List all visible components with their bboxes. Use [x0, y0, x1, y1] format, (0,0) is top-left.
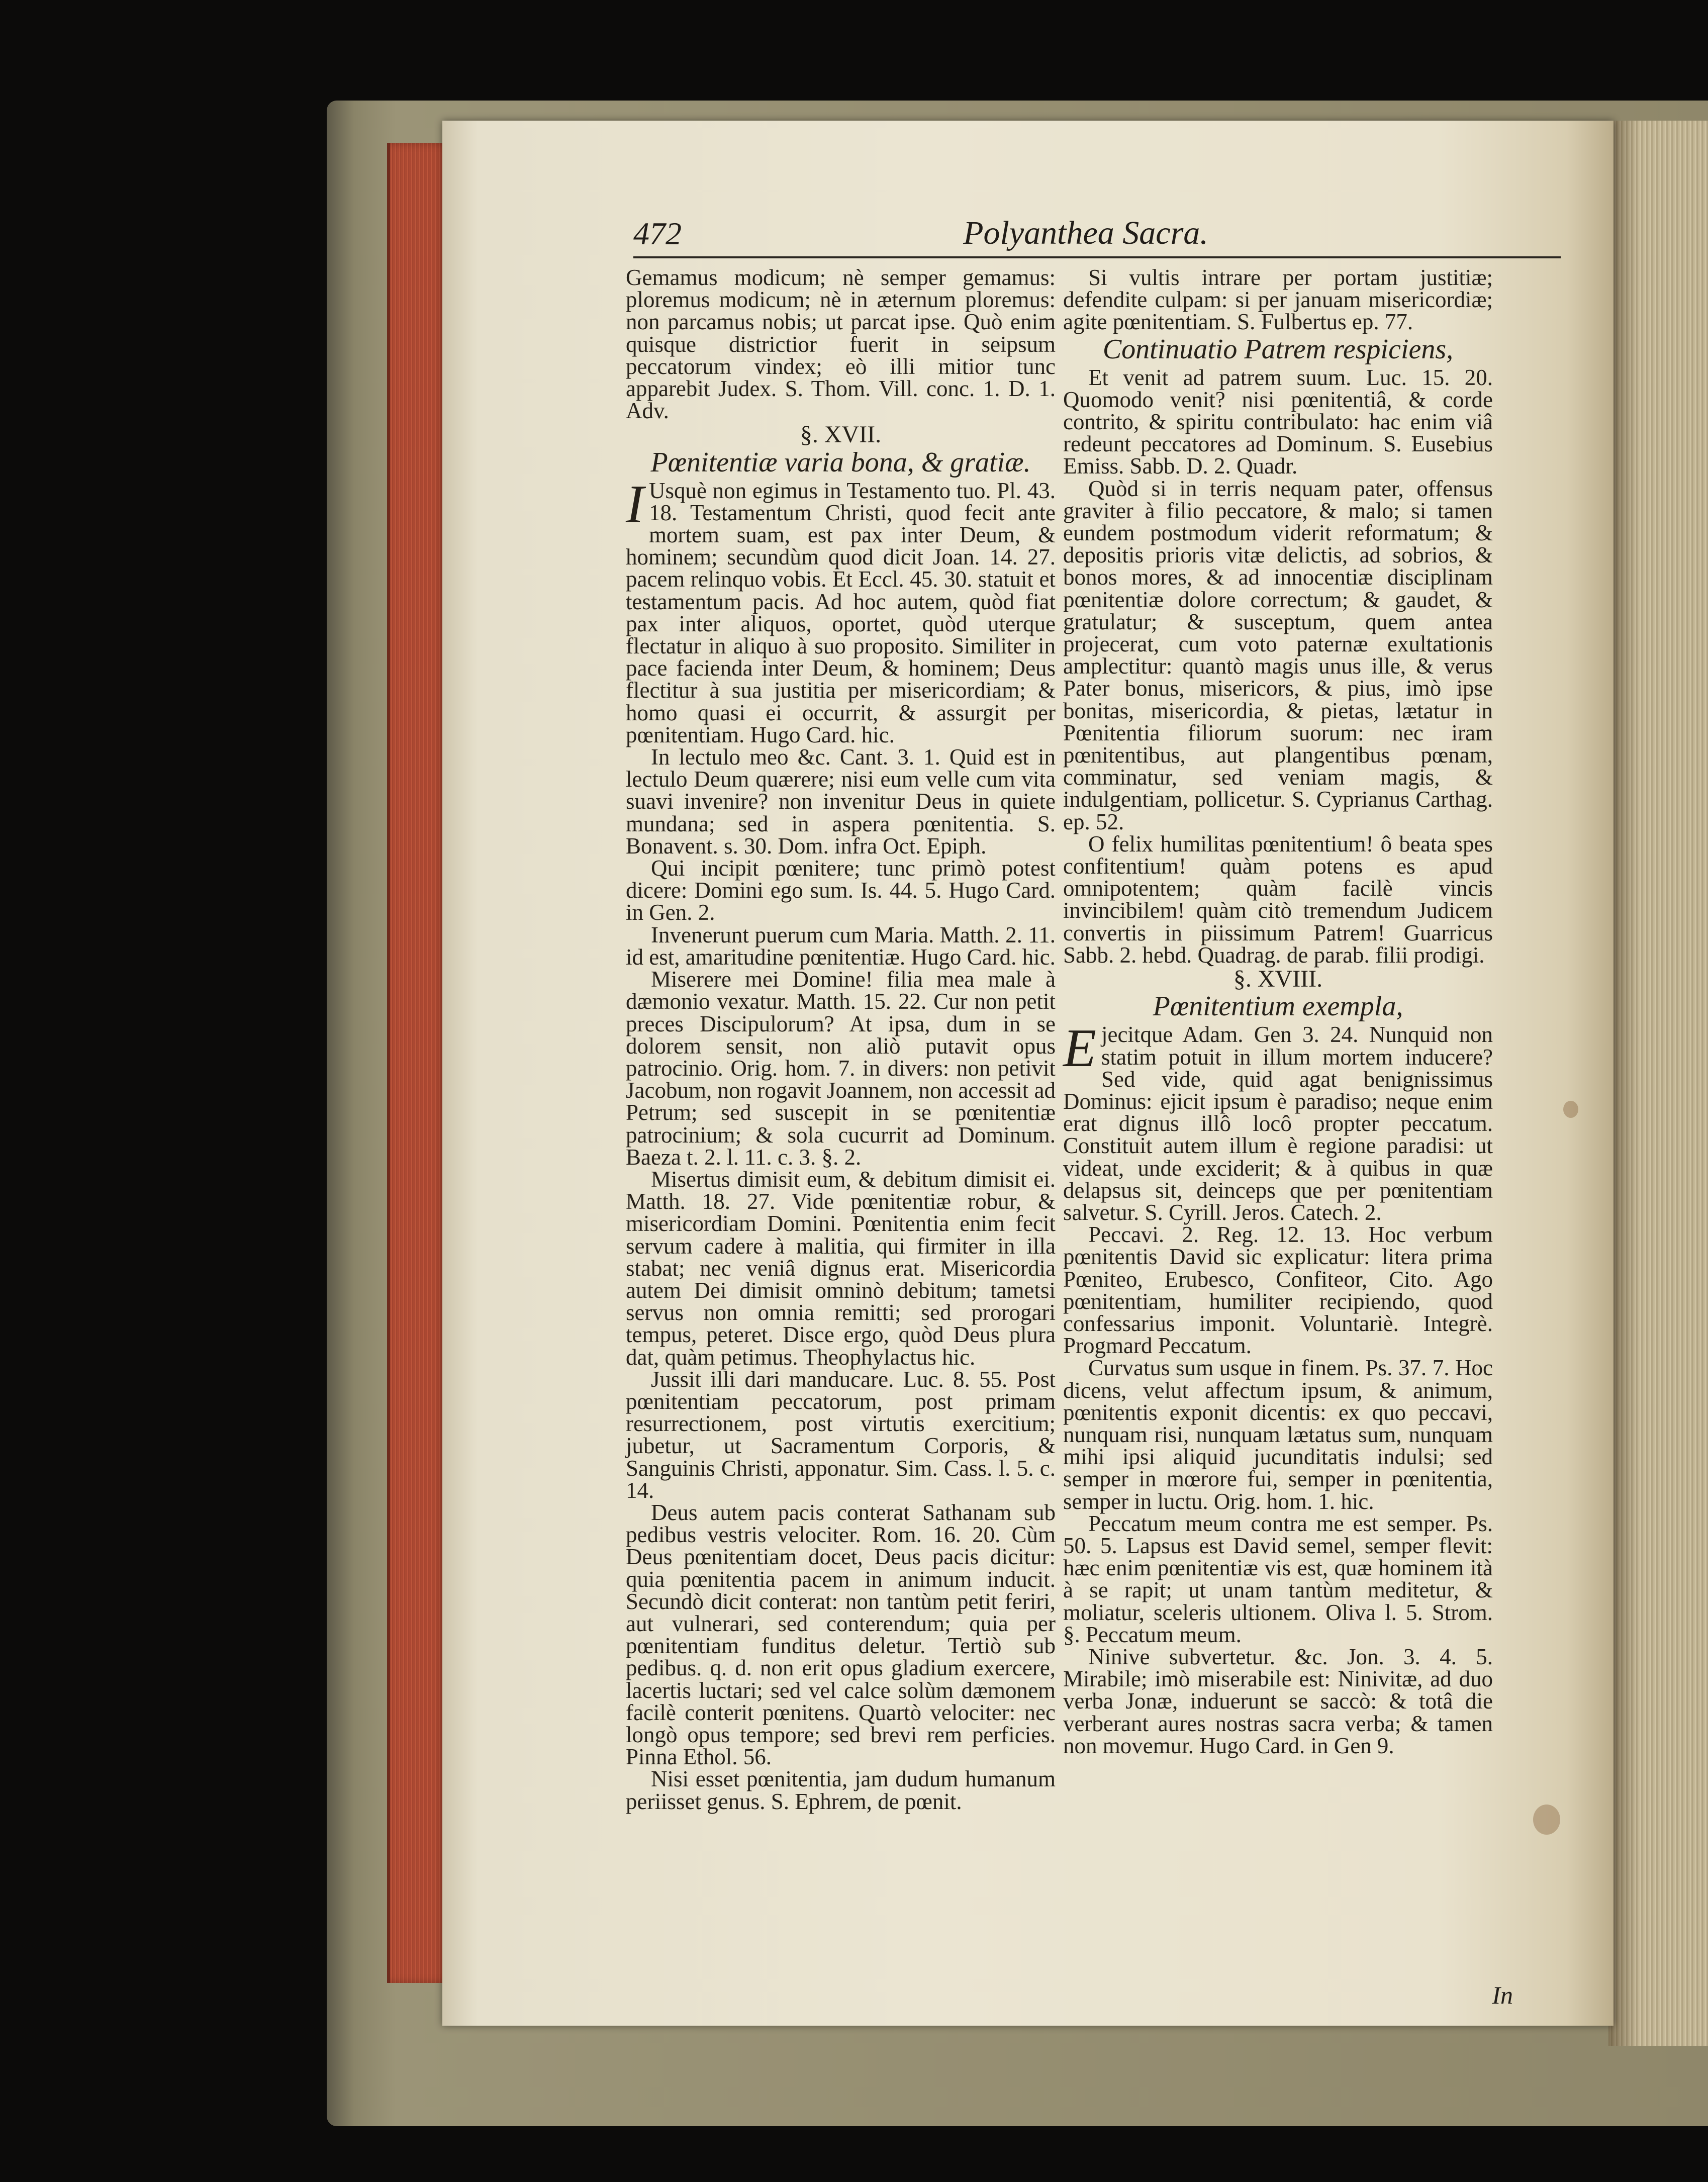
- book-page: [442, 121, 1614, 2026]
- section-heading: Pœnitentiæ varia bona, & gratiæ.: [650, 446, 1031, 478]
- foxing-stain: [1533, 1805, 1560, 1835]
- paragraph: Invenerunt puerum cum Maria. Matth. 2. 11. id est, amaritudine pœnitentiæ. Hugo Card. hic.: [626, 922, 1056, 970]
- paragraph: [1063, 1018, 1493, 1225]
- paragraph: Gemamus modicum; nè semper gemamus: ploremus modicum; nè in æternum ploremus: non parcamus nobis; ut parcat ipse. Quò enim quisque districtior fuerit in seipsum peccatorum vindex; eò illi mitior tunc apparebit Judex. S. Thom. Vill. conc. 1. D. 1. Adv.: [626, 265, 1056, 424]
- paragraph: O felix humilitas pœnitentium! ô beata spes confitentium! quàm potens es apud omnipotentem; quàm facilè vincis invincibilem! quàm citò tremendum Judicem convertis in piissimum Patrem! Guarricus Sabb. 2. hebd. Quadrag. de parab. filii prodigi.: [1063, 831, 1493, 968]
- right-column: [1063, 266, 1493, 1757]
- paragraph: Si vultis intrare per portam justitiæ; defendite culpam: si per januam misericordiæ; agite pœnitentiam. S. Fulbertus ep. 77.: [1063, 265, 1493, 335]
- foxing-stain: [1563, 1101, 1578, 1118]
- running-title: Polyanthea Sacra.: [963, 215, 1208, 251]
- right-page-stack: [1608, 121, 1708, 2046]
- paragraph: Peccatum meum contra me est semper. Ps. 50. 5. Lapsus est David semel, semper flevit: hæc enim pœnitentiæ vis est, quæ hominem ità à se rapit; ut unam tantùm meditetur, & moliatur, sceleris ultionem. Oliva l. 5. Strom. §. Peccatum meum.: [1063, 1510, 1493, 1647]
- paragraph: [626, 474, 1056, 747]
- paragraph: Nisi esset pœnitentia, jam dudum humanum periisset genus. S. Ephrem, de pœnit.: [626, 1766, 1056, 1814]
- section-number: §. XVIII.: [1233, 966, 1323, 993]
- drop-cap-letter: I: [626, 474, 644, 534]
- paragraph: Miserere mei Domine! filia mea male à dæmonio vexatur. Matth. 15. 22. Cur non petit preces Discipulorum? At ipsa, dum in se dolorem sensit, non aliò putavit opus patrocinio. Orig. hom. 7. in divers: non petivit Jacobum, non rogavit Joannem, non accessit ad Petrum; sed suscepit in se pœnitentiæ patrocinium; & sola cucurrit ad Dominum. Baeza t. 2. l. 11. c. 3. §. 2.: [626, 967, 1056, 1170]
- paragraph-text: jecitque Adam. Gen 3. 24. Nunquid non statim potuit in illum mortem inducere? Sed vide, quid agat benignissimus Dominus: ejicit ipsum è paradiso; neque enim erat dignus illô locô propter peccatum. Constituit autem illum è regione paradisi: ut videat, unde exciderit; & à quibus in quæ delapsus sit, deinceps que per pœnitentiam salvetur. S. Cyrill. Jeros. Catech. 2.: [1063, 1022, 1493, 1225]
- paragraph: Quòd si in terris nequam pater, offensus graviter à filio peccatore, & malo; si tamen eundem postmodum viderit reformatum; & depositis prioris vitæ delictis, ad sobrios, & bonos mores, & ad innocentiæ disciplinam pœnitentiæ dolore correctum; & gaudet, & gratulatur; & susceptum, quem antea projecerat, cum voto paternæ exultationis amplectitur: quantò magis unus ille, & verus Pater bonus, misericors, & pius, imò ipse bonitas, misericordia, & pietas, lætatur in Pœnitentia filiorum suorum: nec iram pœnitentibus, aut plangentibus pœnam, comminatur, sed veniam magis, & indulgentiam, pollicetur. S. Cyprianus Carthag. ep. 52.: [1063, 476, 1493, 834]
- catchword: In: [1492, 1981, 1513, 2009]
- running-header: [633, 196, 1561, 258]
- paragraph: In lectulo meo &c. Cant. 3. 1. Quid est in lectulo Deum quærere; nisi eum velle cum vita suavi invenire? non invenitur Deus in quiete mundana; sed in aspera pœnitentia. S. Bonavent. s. 30. Dom. infra Oct. Epiph.: [626, 744, 1056, 859]
- paragraph: Jussit illi dari manducare. Luc. 8. 55. Post pœnitentiam peccatorum, post primam resurrectionem, post virtutis exercitium; jubetur, ut Sacramentum Corporis, & Sanguinis Christi, apponatur. Sim. Cass. l. 5. c. 14.: [626, 1366, 1056, 1503]
- paragraph: Peccavi. 2. Reg. 12. 13. Hoc verbum pœnitentis David sic explicatur: litera prima Pœniteo, Erubesco, Confiteor, Cito. Ago pœnitentiam, humiliter recipiendo, quod confessarius imponit. Voluntariè. Integrè. Progmard Peccatum.: [1063, 1222, 1493, 1359]
- paragraph: Ninive subvertetur. &c. Jon. 3. 4. 5. Mirabile; imò miserabile est: Ninivitæ, ad duo verba Jonæ, induerunt se saccò: & totâ die verberant aures nostras sacra verba; & tamen non movemur. Hugo Card. in Gen 9.: [1063, 1644, 1493, 1758]
- left-column: [626, 266, 1056, 1813]
- page-number: 472: [633, 216, 682, 251]
- section-heading: Continuatio Patrem respiciens,: [1102, 333, 1454, 365]
- paragraph: Curvatus sum usque in finem. Ps. 37. 7. Hoc dicens, velut affectum ipsum, & animum, pœnitentis exponit dicentis: ex quo peccavi, nunquam risi, nunquam lætatus sum, nunquam mihi ipsi aliquid jucunditatis indulsi; sed semper in mœrore fui, semper in pœnitentia, semper in luctu. Orig. hom. 1. hic.: [1063, 1355, 1493, 1514]
- section-heading: Pœnitentium exempla,: [1153, 991, 1403, 1022]
- paragraph: Qui incipit pœnitere; tunc primò potest dicere: Domini ego sum. Is. 44. 5. Hugo Card. in Gen. 2.: [626, 856, 1056, 925]
- paragraph: Deus autem pacis conterat Sathanam sub pedibus vestris velociter. Rom. 16. 20. Cùm Deus pœnitentiam docet, Deus pacis dicitur: quia pœnitentia pacem in animum inducit. Secundò dicit conterat: non tantùm petit feriri, aut vulnerari, sed conterendum; quia per pœnitentiam funditus deletur. Tertiò sub pedibus. q. d. non erit opus gladium exercere, lacertis luctari; sed vel calce solùm dæmonem facilè conterit pœnitens. Quartò velociter: nec longò opus tempore; sed brevi rem perficies. Pinna Ethol. 56.: [626, 1499, 1056, 1770]
- paragraph: Et venit ad patrem suum. Luc. 15. 20. Quomodo venit? nisi pœnitentiâ, & corde contrito, & spiritu contribulato: hac enim viâ redeunt peccatores ad Dominum. S. Eusebius Emiss. Sabb. D. 2. Quadr.: [1063, 364, 1493, 479]
- paragraph-text: Usquè non egimus in Testamento tuo. Pl. 43. 18. Testamentum Christi, quod fecit ante mortem suam, est pax inter Deum, & hominem; secundùm quod dicit Joan. 14. 27. pacem relinquo vobis. Et Eccl. 45. 30. statuit et testamentum pacis. Ad hoc autem, quòd fiat pax inter aliquos, oportet, quòd uterque flectatur in aliquo à suo proposito. Similiter in pace facienda inter Deum, & hominem; Deus flectitur à sua justitia per misericordiam; & homo quasi ei occurrit, & assurgit per pœnitentiam. Hugo Card. hic.: [626, 478, 1056, 747]
- section-number: §. XVII.: [800, 421, 882, 448]
- drop-cap-letter: E: [1063, 1018, 1096, 1079]
- paragraph: Misertus dimisit eum, & debitum dimisit ei. Matth. 18. 27. Vide pœnitentiæ robur, & misericordiam Domini. Pœnitentia enim fecit servum cadere à malitia, qui firmiter in illa stabat; nec veniâ dignus erat. Misericordia autem Dei dimisit omninò debitum; tametsi servus non omnia remitti; sed prorogari tempus, peteret. Disce ergo, quòd Deus plura dat, quàm petimus. Theophylactus hic.: [626, 1166, 1056, 1370]
